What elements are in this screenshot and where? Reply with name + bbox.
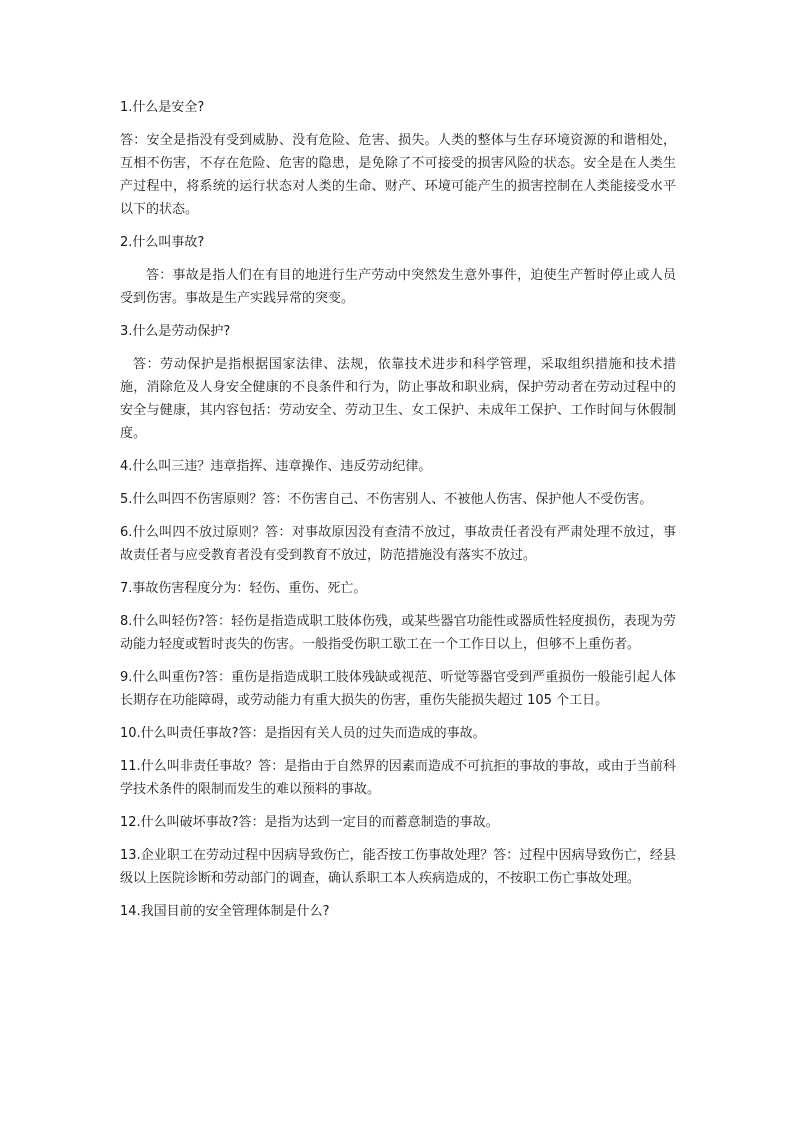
item-6: 6.什么叫四不放过原则？答：对事故原因没有查清不放过，事故责任者没有严肃处理不放过，事故责任者与应受教育者没有受到教育不放过，防范措施没有落实不放过。 (120, 525, 676, 563)
item-13: 13.企业职工在劳动过程中因病导致伤亡，能否按工伤事故处理？答：过程中因病导致伤亡，经县级以上医院诊断和劳动部门的调查，确认系职工本人疾病造成的，不按职工伤亡事故处理。 (120, 848, 676, 886)
item-5: 5.什么叫四不伤害原则？答：不伤害自己、不伤害别人、不被他人伤害、保护他人不受伤害。 (120, 492, 653, 507)
item-11: 11.什么叫非责任事故？答：是指由于自然界的因素而造成不可抗拒的事故的事故，或由于当前科学技术条件的限制而发生的难以预料的事故。 (120, 759, 676, 797)
item-8: 8.什么叫轻伤?答：轻伤是指造成职工肢体伤残，或某些器官功能性或器质性轻度损伤，表现为劳动能力轻度或暂时丧失的伤害。一般指受伤职工歇工在一个工作日以上，但够不上重伤者。 (120, 614, 676, 652)
question-3: 3.什么是劳动保护? (120, 324, 231, 339)
item-4: 4.什么叫三违？违章指挥、违章操作、违反劳动纪律。 (120, 459, 432, 474)
question-1: 1.什么是安全? (120, 100, 205, 115)
item-9: 9.什么叫重伤?答：重伤是指造成职工肢体残缺或视范、听觉等器官受到严重损伤一般能引起人体长期存在功能障碍，或劳动能力有重大损失的伤害，重伤失能损失超过 105 个工日。 (120, 670, 676, 708)
answer-2: 答：事故是指人们在有目的地进行生产劳动中突然发生意外事件，迫使生产暂时停止或人员受到伤害。事故是生产实践异常的突变。 (120, 268, 676, 306)
item-10: 10.什么叫责任事故?答：是指因有关人员的过失而造成的事故。 (120, 726, 486, 741)
question-14: 14.我国目前的安全管理体制是什么? (120, 904, 330, 919)
item-12: 12.什么叫破坏事故?答：是指为达到一定目的而蓄意制造的事故。 (120, 815, 499, 830)
answer-3: 答：劳动保护是指根据国家法律、法规，依靠技术进步和科学管理，采取组织措施和技术措施，消除危及人身安全健康的不良条件和行为，防止事故和职业病，保护劳动者在劳动过程中的安全与健康，其内容包括：劳动安全、劳动卫生、女工保护、未成年工保护、工作时间与休假制度。 (120, 357, 676, 441)
answer-1: 答：安全是指没有受到威胁、没有危险、危害、损失。人类的整体与生存环境资源的和谐相处，互相不伤害，不存在危险、危害的隐患，是免除了不可接受的损害风险的状态。安全是在人类生产过程中，将系统的运行状态对人类的生命、财产、环境可能产生的损害控制在人类能接受水平以下的状态。 (120, 133, 676, 217)
question-2: 2.什么叫事故? (120, 235, 205, 250)
document-page (120, 96, 676, 933)
item-7: 7.事故伤害程度分为：轻伤、重伤、死亡。 (120, 581, 367, 596)
